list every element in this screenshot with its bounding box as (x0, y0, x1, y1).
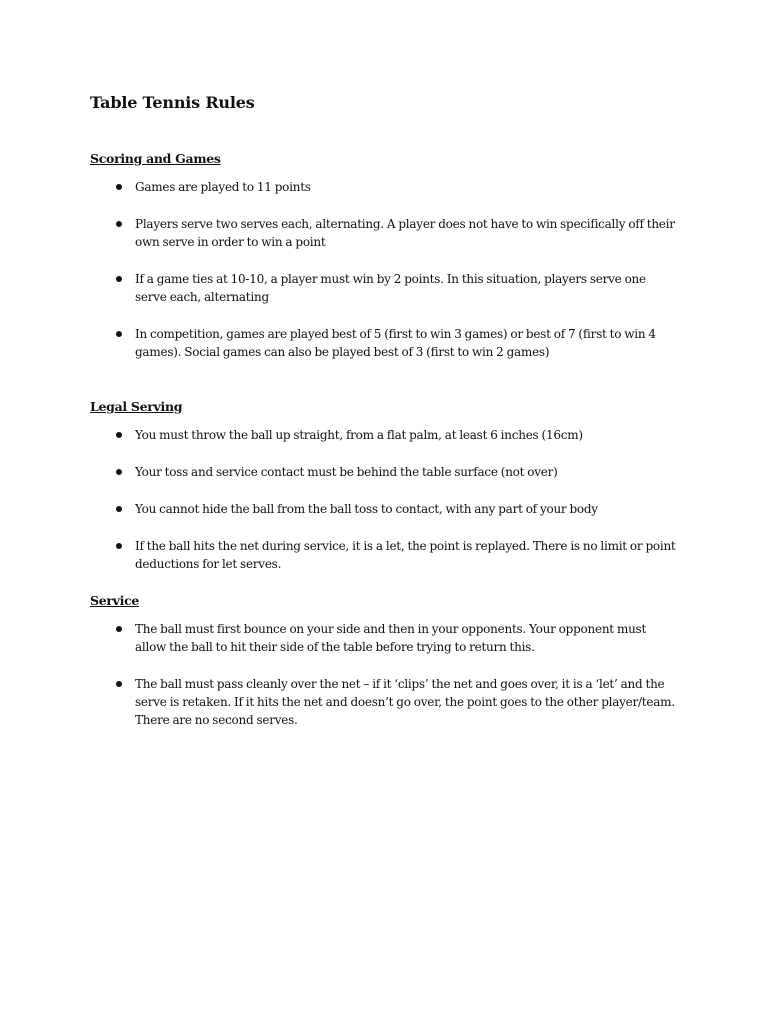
bullet-icon (116, 276, 122, 282)
list-item (90, 537, 678, 573)
bullet-icon (116, 221, 122, 227)
list-item-text: You must throw the ball up straight, from a flat palm, at least 6 inches (16cm) (135, 428, 583, 442)
bullet-icon (116, 543, 122, 549)
list-item-text: The ball must pass cleanly over the net – if it ‘clips’ the net and goes over, it is a ‘let’ and the serve is retaken. If it hits the net and doesn’t go over, the point goes to the other player/team. There are no second serves. (135, 677, 675, 727)
list-item (90, 325, 678, 361)
section-legal-serving (90, 398, 678, 573)
bullet-list (90, 620, 678, 729)
bullet-icon (116, 331, 122, 337)
section-heading: Scoring and Games (90, 151, 221, 166)
list-item (90, 178, 678, 196)
list-item (90, 463, 678, 481)
document-title: Table Tennis Rules (90, 93, 255, 112)
list-item-text: Players serve two serves each, alternating. A player does not have to win specifically off their own serve in order to win a point (135, 217, 675, 249)
list-item-text: Games are played to 11 points (135, 180, 311, 194)
bullet-list (90, 178, 678, 361)
bullet-icon (116, 506, 122, 512)
list-item (90, 500, 678, 518)
list-item (90, 675, 678, 729)
section-scoring-and-games (90, 150, 678, 361)
list-item-text: In competition, games are played best of 5 (first to win 3 games) or best of 7 (first to win 4 games). Social games can also be played best of 3 (first to win 2 games) (135, 327, 656, 359)
section-service (90, 592, 678, 729)
section-heading: Service (90, 593, 140, 608)
list-item (90, 215, 678, 251)
bullet-icon (116, 432, 122, 438)
list-item (90, 620, 678, 656)
list-item-text: If the ball hits the net during service, it is a let, the point is replayed. There is no limit or point deductions for let serves. (135, 539, 676, 571)
bullet-icon (116, 681, 122, 687)
bullet-icon (116, 469, 122, 475)
bullet-list (90, 426, 678, 573)
list-item-text: If a game ties at 10-10, a player must win by 2 points. In this situation, players serve one serve each, alternating (135, 272, 646, 304)
list-item-text: Your toss and service contact must be behind the table surface (not over) (135, 465, 558, 479)
list-item (90, 426, 678, 444)
list-item-text: You cannot hide the ball from the ball toss to contact, with any part of your body (135, 502, 598, 516)
list-item (90, 270, 678, 306)
list-item-text: The ball must first bounce on your side and then in your opponents. Your opponent must allow the ball to hit their side of the table before trying to return this. (135, 622, 647, 654)
bullet-icon (116, 184, 122, 190)
bullet-icon (116, 626, 122, 632)
section-heading: Legal Serving (90, 399, 183, 414)
